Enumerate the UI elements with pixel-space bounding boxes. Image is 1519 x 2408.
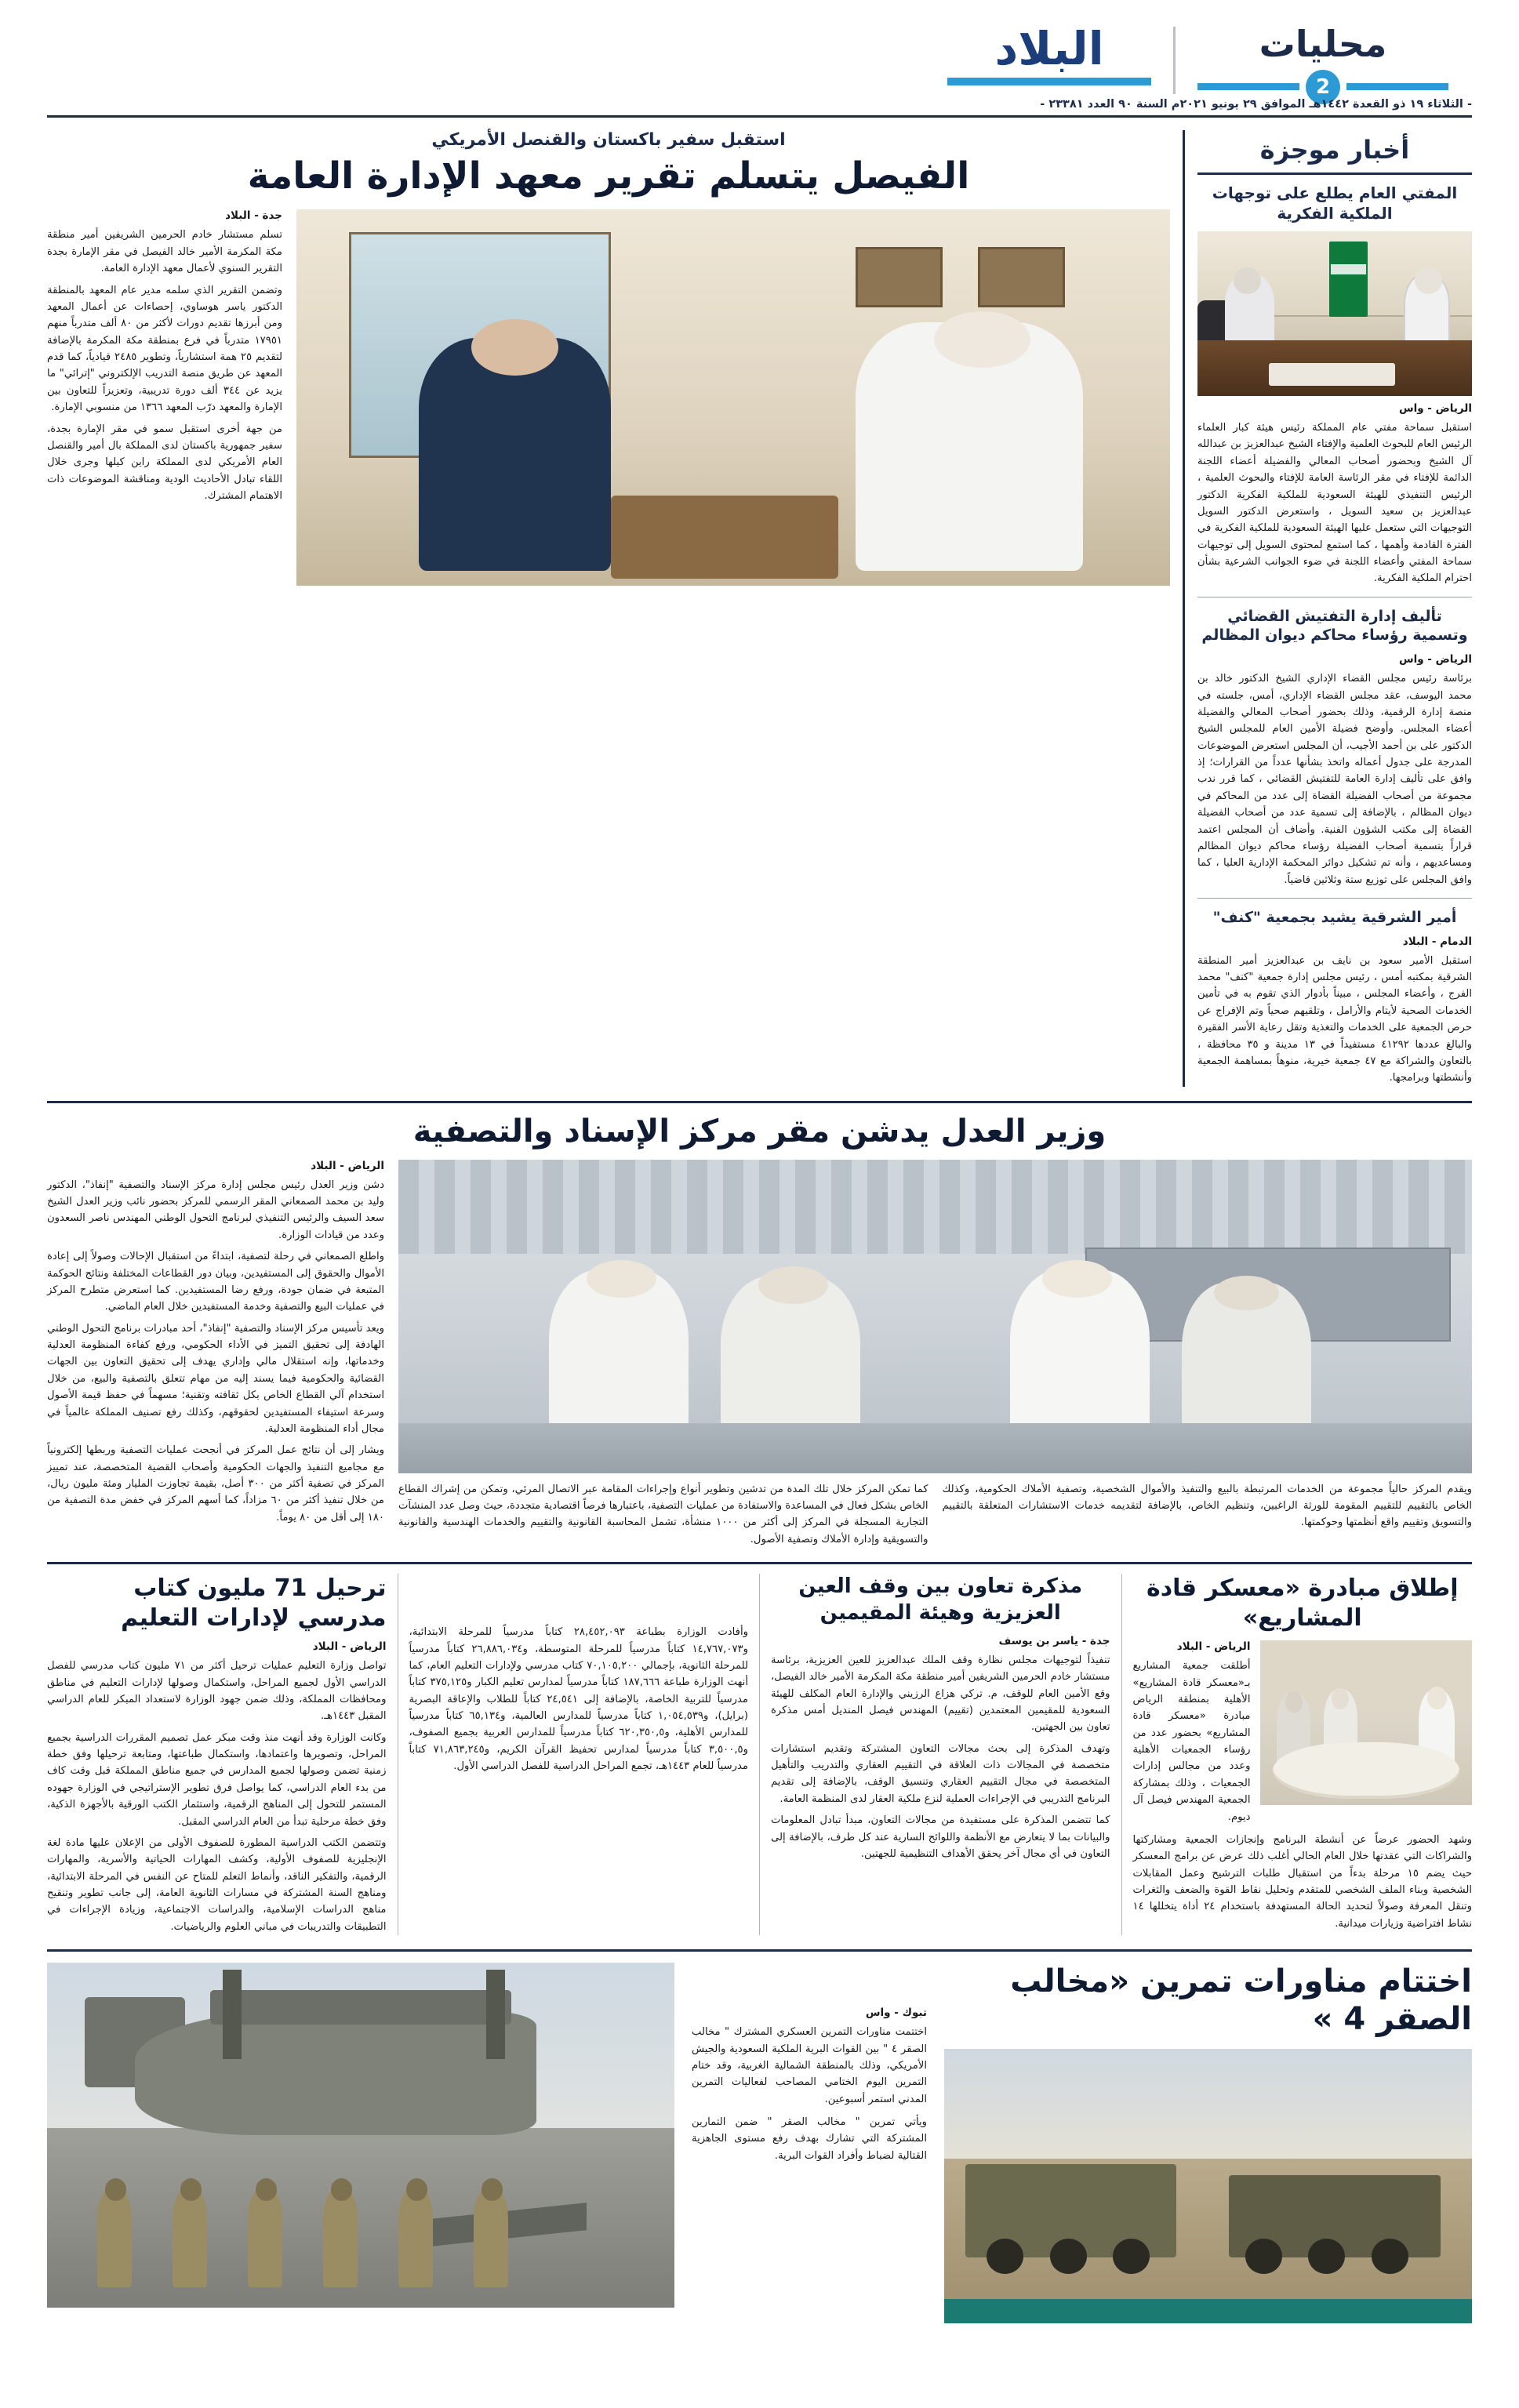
section-title: محليات: [1259, 22, 1387, 65]
brief-body-0: استقبل سماحة مفتي عام المملكة رئيس هيئة كبار العلماء الرئيس العام للبحوث العلمية والإفتاء الشيخ عبدالعزيز بن عبدالله آل الشيخ وبحضور أصحاب المعالي والفضيلة أعضاء اللجنة الدائمة للإفتاء في مقر الرئاسة العامة للإفتاء والبحوث العلمية ، الرئيس التنفيذي للهيئة السعودية للملكية الفكرية الدكتور عبدالعزيز بن سعيد السويل ، واستعرض الدكتور السويل التوجيهات التي ستعمل عليها الهيئة السعودية للملكية الفكرية في الفترة القادمة وأهمها ، كما استمع لمحتوى السويل إلى توجيهات سماحة المفتي وأعضاء اللجنة في ضوء الجوانب الشرعية بشأن احترام الملكية الفكرية.: [1197, 422, 1472, 585]
page-number-badge: 2: [1306, 70, 1340, 104]
military-paragraph-0: اختتمت مناورات التمرين العسكري المشترك " مخالب الصقر ٤ " بين القوات البرية الملكية السعودية والجيش الأمريكي، وذلك بالمنطقة الشمالية الغربية، وقد ختام التمرين اليوم الختامي المصاحب لفعاليات التمرين المدني استمر أسبوعين.: [692, 2026, 927, 2105]
justice-headline: وزير العدل يدشن مقر مركز الإسناد والتصفية: [412, 1113, 1107, 1150]
three-column-zone: [47, 1562, 1472, 1935]
books-figures: [409, 1574, 749, 1935]
brief-dateline-0: الرياض - واس: [1398, 402, 1472, 415]
lead-paragraph-0: تسلم مستشار خادم الحرمين الشريفين أمير منطقة مكة المكرمة الأمير خالد الفيصل في مقر الإمارة بجدة التقرير السنوي لأعمال معهد الإدارة العامة.: [47, 229, 282, 275]
initiative-story: [1133, 1574, 1473, 1935]
vertical-rule-4: [1121, 1574, 1122, 1935]
military-story: [47, 1949, 1472, 2323]
initiative-paragraph-1: وشهد الحضور عرضاً عن أنشطة البرنامج وإنجازات الجمعية ومشاركتها والشراكات التي عقدتها خلال العام الحالي أغلب ذلك عرض عن برامج المعسكر حيث يضم ١٥ مرحلة بدءاً من استقبال طلبات الترشيح وعمل المقابلات الشخصية وبناء الملف الشخصي للمتقدم وتحليل نقاط القوة والضعف والثغرات وتنقل المعرفة وصولاً لتحديد الحالة المستهدفة باستخدام ٢٤ أداة يتخللها ١٤ نشاط افتراضية وزيارات ميدانية.: [1132, 1833, 1472, 1930]
badge-bar-2: [1197, 83, 1299, 90]
books-paragraph-0: تواصل وزارة التعليم عمليات ترحيل أكثر من ٧١ مليون كتاب مدرسي للفصل الدراسي الأول لجميع المراحل، واستكمال وصولها لإدارات التعليم في مناطق ومحافظات المملكة، وذلك ضمن جهود الوزارة لاستعداد المبكر للعام الدراسي المقبل ١٤٤٣هـ.: [47, 1660, 387, 1723]
lead-photo: [296, 209, 1170, 586]
brief-item-1: [1197, 607, 1472, 888]
lead-story: [47, 130, 1170, 1087]
vertical-rule-1: [1183, 130, 1185, 1087]
brief-body-1: برئاسة رئيس مجلس القضاء الإداري الشيخ الدكتور خالد بن محمد اليوسف، عقد مجلس القضاء الإداري، أمس، جلسته في منصة إدارة الرقمية، وذلك بحضور أصحاب المعالي والفضيلة أعضاء المجلس. وأوضح فضيلة الأمين العام للمجلس الشيخ الدكتور على بن أحمد الأجيب، أن المجلس استعرض الموضوعات المدرجة على جدول أعماله واتخذ بشأنها عدداً من القرارات؛ إذ وافق على تأليف إدارة العامة للتفتيش القضائي ، كما قرر ندب مجموعة من أصحاب الفضيلة القضاة إلى عدد من المحاكم في ديوان المظالم ، بالإضافة إلى تسمية عدد من أصحاب الفضيلة القضاة إلى مكتب الشؤون الفنية. وأضاف أن المجلس اعتمد قراراً بتسمية أصحاب الفضيلة رؤساء محاكم ديوان المظالم ومساعديهم ، وأنه تم تشكيل دوائر المحكمة الإدارية العليا ، كما وافق المجلس على توزيع ستة وثلاثين قاضياً.: [1197, 673, 1472, 886]
mou-paragraph-1: وتهدف المذكرة إلى بحث مجالات التعاون المشتركة وتقديم استشارات متخصصة في المجالات ذات العلاقة في التقييم العقاري والتدريب والتأهيل المتخصصة في مجال التقييم العقاري وتنسيق الوقف، بالإضافة إلى تقديم البرنامج التدريبي في الإجراءات العملية لنزع ملكية العقار لدى المنظمة العامة.: [771, 1742, 1110, 1805]
justice-paragraph-2: ويعد تأسيس مركز الإسناد والتصفية "إنفاذ"، أحد مبادرات برنامج التحول الوطني الهادفة إلى تحقيق التميز في الأداء الحكومي، ورفع كفاءة المنظومة العدلية وخدماتها، وإنه استقلال مالي وإداري يهدف إلى تحقيق التعاون بين الجهات القضائية والحكومية فيما يسند إليه من مهام تتعلق بالتصفية والبيع، من خلال استخدام آلي القطاع الخاص بكل ثقافته وتقنية؛ مسهماً في حفظ قيمة الأصول وسرعة استيفاء المستفيدين لحقوقهم، وكذلك رفع تصنيف المملكة عالمياً في مجال أداء المنظومة العدلية.: [47, 1322, 384, 1435]
mou-story: [771, 1574, 1110, 1935]
lead-kicker: استقبل سفير باكستان والقنصل الأمريكي: [431, 130, 786, 150]
brief-body-2: استقبل الأمير سعود بن نايف بن عبدالعزيز أمير المنطقة الشرقية بمكتبه أمس ، رئيس مجلس إدارة جمعية "كنف" محمد الفرج ، وأعضاء المجلس ، مبيناً بأدوار الذي تقوم به في تأمين الخدمات الصحية لأيتام والأرامل ، وتلقيهم صحياً وتم الإفراج عن حرص الجمعية على الخدمات والتغذية وتقل رعاية الأسر الفقيرة والبالغ عددها ٤١٢٩٢ مستفيداً في ١٣ مدينة و ٣٥ محافظة ، بالتعاون والشراكة مع ٤٧ جمعية خيرية، منوهاً بمساهمة الجمعية وأنشطتها وبرامجها.: [1197, 954, 1472, 1084]
brief-headline-2: أمير الشرقية يشيد بجمعية "كنف": [1212, 909, 1457, 926]
justice-paragraph-3: ويشار إلى أن نتائج عمل المركز في أنجحت عمليات التصفية وربطها إلكترونياً مع مجاميع التنفيذ والجهات الحكومية وأصحاب القضية المتخصصة، عند تمييز المركز في تصفية أكثر من ٣٠٠ أصل، بقيمة تجاوزت المليار ومئة مليون ريال، من خلال تنفيذ أكثر من ٦٠ مزاداً، كما أسهم المركز في خفض مدة التصفية من ١٨٠ إلى أقل من ٨٠ يوماً.: [47, 1444, 385, 1524]
top-zone: [47, 130, 1472, 1087]
initiative-photo: [1260, 1640, 1473, 1805]
mou-dateline: جدة - ياسر بن يوسف: [998, 1634, 1110, 1647]
vertical-rule-3: [759, 1574, 760, 1935]
initiative-dateline: الرياض - البلاد: [1176, 1640, 1251, 1654]
lead-paragraph-1: وتضمن التقرير الذي سلمه مدير عام المعهد بالمنطقة الدكتور ياسر هوساوي، إحصاءات عن أعمال المعهد ومن أبرزها تقديم دورات لأكثر من ٨٠ ألف متدرباً منهم ١٧٩٥١ متدرباً في فرع بمنطقة مكة المكرمة بالإضافة لتقديم ٢٥ همة استشارياً، وتطوير ٢٤٨٥ قيادياً، كما قدم المعهد عن طريق منصة التدريب الإلكتروني "إترائي" ما يزيد عن ٣٤٤ ألف دورة تدريبية، وتعزيزاً للتعاون بين الإمارة والمعهد درّب المعهد ١٣٦٦ من منسوبي الإمارة.: [47, 284, 282, 414]
issue-date-text: الثلاثاء ١٩ ذو القعدة ١٤٤٢هـ الموافق ٢٩ يونيو ٢٠٢١م السنة ٩٠ العدد ٢٣٣٨١: [1048, 98, 1463, 111]
briefs-rule: [1197, 173, 1472, 175]
badge-bar: [1346, 83, 1448, 90]
three-col-rule-top: [47, 1562, 1472, 1564]
briefs-column: [1197, 130, 1472, 1087]
mou-paragraph-0: تنفيذاً لتوجيهات مجلس نظارة وقف الملك عبدالعزيز للعين العزيزية، برئاسة مستشار خادم الحرمين الشريفين أمير منطقة مكة المكرمة الأمير خالد الفيصل، وقع الأمين العام للوقف، م. تركي هزاع الرزيني والإدارة العام المكلف للهيئة السعودية للمقيمين المعتمدين (تقييم) المهندس فيصل المنديل أمس مذكرة تعاون بين الجهتين.: [771, 1654, 1110, 1734]
brief-item-0: [1197, 183, 1472, 587]
section-title-block: [1197, 12, 1448, 104]
justice-paragraph-1: واطلع الصمعاني في رحلة لتصفية، ابتداءً من استقبال الإحالات وصولاً إلى إعادة الأموال والحقوق إلى المستفيدين، وبيان دور القطاعات المختلفة ونتائج الحوكمة المتبعة في ضمان جودة، ورفع رضا المستفيدين. كما استعرض متطرح المركز في عمليات البيع والتصفية وخدمة المستفيدين خلال العام الماضي.: [47, 1251, 384, 1313]
books-paragraph-1: وكانت الوزارة وقد أنهت منذ وقت مبكر عمل تصميم المقررات الدراسية بجميع المراحل، وتصويرها واعتمادها، واستكمال طباعتها، ومتابعة ترحيلها وفق خطة زمنية تضمن وصولها لجميع المدارس في جميع مناطق المملكة قبل وقت كاف من بدء العام الدراسي، كما يواصل فرق تطوير الإستراتيجي في الوزارة جهوده المستمر للتحول إلى المناهج الرقمية، واستثمار الكتب الورقية بالأجهزة الذكية، وفق خطة مرحلية تبدأ من العام الدراسي المقبل.: [47, 1731, 387, 1828]
military-photo-vehicles: [944, 2049, 1472, 2323]
masthead: [47, 0, 1472, 118]
mou-paragraph-2: كما تتضمن المذكرة على مستفيدة من مجالات التعاون، مبدأ تبادل المعلومات والبيانات بما لا يتعارض مع الأنظمة واللوائح السارية عند كل طرف، بالإضافة إلى التعاون في أي مجال آخر يحقق الأهداف التنظيمية للجهتين.: [771, 1814, 1110, 1860]
justice-paragraph-0: دشن وزير العدل رئيس مجلس إدارة مركز الإسناد والتصفية "إنفاذ"، الدكتور وليد بن محمد الصمعاني المقر الرسمي للمركز بحضور نائب وزير العدل الشيخ سعد السيف والرئيس التنفيذي لبرنامج التحول الوطني المهندس ناصر السعدون وعدد من قيادات الوزارة.: [47, 1179, 384, 1241]
lead-headline: الفيصل يتسلم تقرير معهد الإدارة العامة: [247, 154, 970, 198]
mou-headline: مذكرة تعاون بين وقف العين العزيزية وهيئة المقيمين: [798, 1574, 1083, 1625]
logo-text: البلاد: [994, 22, 1104, 76]
newspaper-logo: [947, 22, 1151, 85]
books-paragraph-2: وتتضمن الكتب الدراسية المطورة للصفوف الأولى من الإعلان عليها مادة لغة الإنجليزية للصفوف الأولية، وكشف المهارات الحياتية والأسرية، والمهارات الرقمية، والتفكير الناقد، وأنماط التعلم للمتاح عن النفس في المرحلة الابتدائية، ومناهج السنة المشتركة في مسارات الثانوية العامة، إلى جانب تطوير وتنقيح مناهج الدراسات الإسلامية، والدراسات الاجتماعية، وزيادة الإجراءات في التطبيقات والتدريبات في مباني العلوم والرياضيات.: [47, 1836, 387, 1933]
books-story: [47, 1574, 387, 1935]
masthead-divider: [1173, 27, 1176, 94]
justice-dateline: الرياض - البلاد: [311, 1159, 384, 1172]
brief-item-2: [1197, 908, 1472, 1087]
lead-dateline: جدة - البلاد: [225, 209, 282, 223]
briefs-title: أخبار موجزة: [1259, 135, 1410, 165]
issue-date-line: [1040, 98, 1472, 111]
books-dateline: الرياض - البلاد: [312, 1640, 387, 1654]
lead-paragraph-2: من جهة أخرى استقبل سمو في مقر الإمارة بجدة، سفير جمهورية باكستان لدى المملكة بال أمير والقنصل العام الأمريكي لدى المملكة راين كيلها وجرى خلال اللقاء تبادل الأحاديث الودية ومناقشة الموضوعات ذات الاهتمام المشترك.: [47, 423, 282, 503]
books-paragraph-3: وأفادت الوزارة بطباعة ٢٨,٤٥٢,٠٩٣ كتاباً مدرسياً للمرحلة الابتدائية، و١٤,٧٦٧,٠٧٣ كتاباً مدرسياً للمرحلة المتوسطة، و٢٦,٨٨٦,٠٣٤ كتاباً مدرسياً للمرحلة الثانوية، بإجمالي ٧٠,١٠٥,٢٠٠ كتاب مدرسي ولإدارات التعليم العام، كما أنهت الوزارة طباعة ١٨٧,٦٦٦ كتاباً مدرسياً لمدارس تعليم الكبار و٣٧٥,١٢٥ كتاباً مدرسياً للتربية الخاصة، بالإضافة إلى ٢٤,٥٤١ كتاباً للطلاب والإعاقة البصرية (برايل)، و١,٠٥٤,٥٣٩ كتاباً مدرسياً للمدارس العالمية، و٦٥,١٣٤ كتاباً مدرسياً للمدارس الأهلية، و٦٢٠,٣٥٠,٥ كتاباً مدرسياً للمدارس العربية بجميع الصفوف، و٣,٥٠٠,٥ كتاباً مدرسياً لمدارس تحفيظ القرآن الكريم، و٧١,٨٦٣,٢٤٥ كتاباً مدرسياً للعام ١٤٤٣هـ، تجمع المراحل الدراسية للفصل الدراسي الأول.: [409, 1626, 749, 1773]
justice-rule-top: [47, 1101, 1472, 1103]
military-photo-osprey: [47, 1963, 674, 2308]
brief-photo-0: [1197, 231, 1472, 396]
brief-headline-1: تأليف إدارة التفتيش القضائي وتسمية رؤساء محاكم ديوان المظالم: [1201, 607, 1468, 645]
military-paragraph-1: ويأتي تمرين " مخالب الصقر " ضمن التمارين المشتركة التي تشارك بهدف رفع مستوى الجاهزية القتالية لضباط وأفراد القوات البرية.: [692, 2116, 927, 2162]
logo-underline: [947, 78, 1151, 85]
justice-story: [47, 1101, 1472, 1549]
justice-photo: [398, 1160, 1472, 1473]
military-dateline: تبوك - واس: [865, 2007, 927, 2020]
justice-paragraph-4: كما تمكن المركز خلال تلك المدة من تدشين وتطوير أنواع وإجراءات المقامة عبر الاتصال المرئي، وتمكن من إشراك القطاع الخاص بشكل فعال في المساعدة والاستفادة من عمليات التصفية، باعتبارها فرصاً اقتصادية متجددة، حيث وصل عدد المنشآت التجارية المسجلة في المركز إلى أكثر من ١٠٠٠ منشأة، تشمل المحاسبة القانونية والتقييم والخدمات الهندسية والقانونية والتسويقية وإدارة الأملاك وتصفية الأصول.: [398, 1483, 928, 1545]
initiative-headline: إطلاق مبادرة «معسكر قادة المشاريع»: [1147, 1574, 1459, 1632]
brief-headline-0: المفتي العام يطلع على توجهات الملكية الفكرية: [1212, 183, 1458, 223]
date-dash-right: -: [1040, 98, 1045, 111]
date-dash-left: -: [1466, 98, 1472, 111]
books-headline: ترحيل 71 مليون كتاب مدرسي لإدارات التعليم: [121, 1574, 387, 1632]
military-rule-top: [47, 1949, 1472, 1952]
brief-dateline-2: الدمام - البلاد: [1402, 935, 1472, 948]
military-headline: اختتام مناورات تمرين «مخالب الصقر 4 »: [1010, 1963, 1472, 2038]
brief-dateline-1: الرياض - واس: [1398, 653, 1472, 666]
brief-divider-1: [1197, 898, 1472, 899]
initiative-paragraph-0: أطلقت جمعية المشاريع بـ«معسكر قادة المشاريع» الأهلية بمنطقة الرياض مبادرة «معسكر قادة المشاريع» بحضور عدد من رؤساء الجمعيات الأهلية وعدد من مجالس إدارات الجمعيات ، وذلك بمشاركة الجمعية المهندس فيصل آل ديوم.: [1132, 1660, 1251, 1823]
justice-paragraph-5: ويقدم المركز حالياً مجموعة من الخدمات المرتبطة بالبيع والتنفيذ والأموال الشخصية، وتصفية الأملاك الحكومية، وكذلك الخاص بالتقييم للتقييم المقومة للورثة الراغبين، وتنظيم الخاص، بالإضافة لتقديمه خدمات الاستشارات المتعلقة بالتقييم والتسويق وتقييم واقع أنظمتها وحوكمتها.: [942, 1483, 1472, 1529]
